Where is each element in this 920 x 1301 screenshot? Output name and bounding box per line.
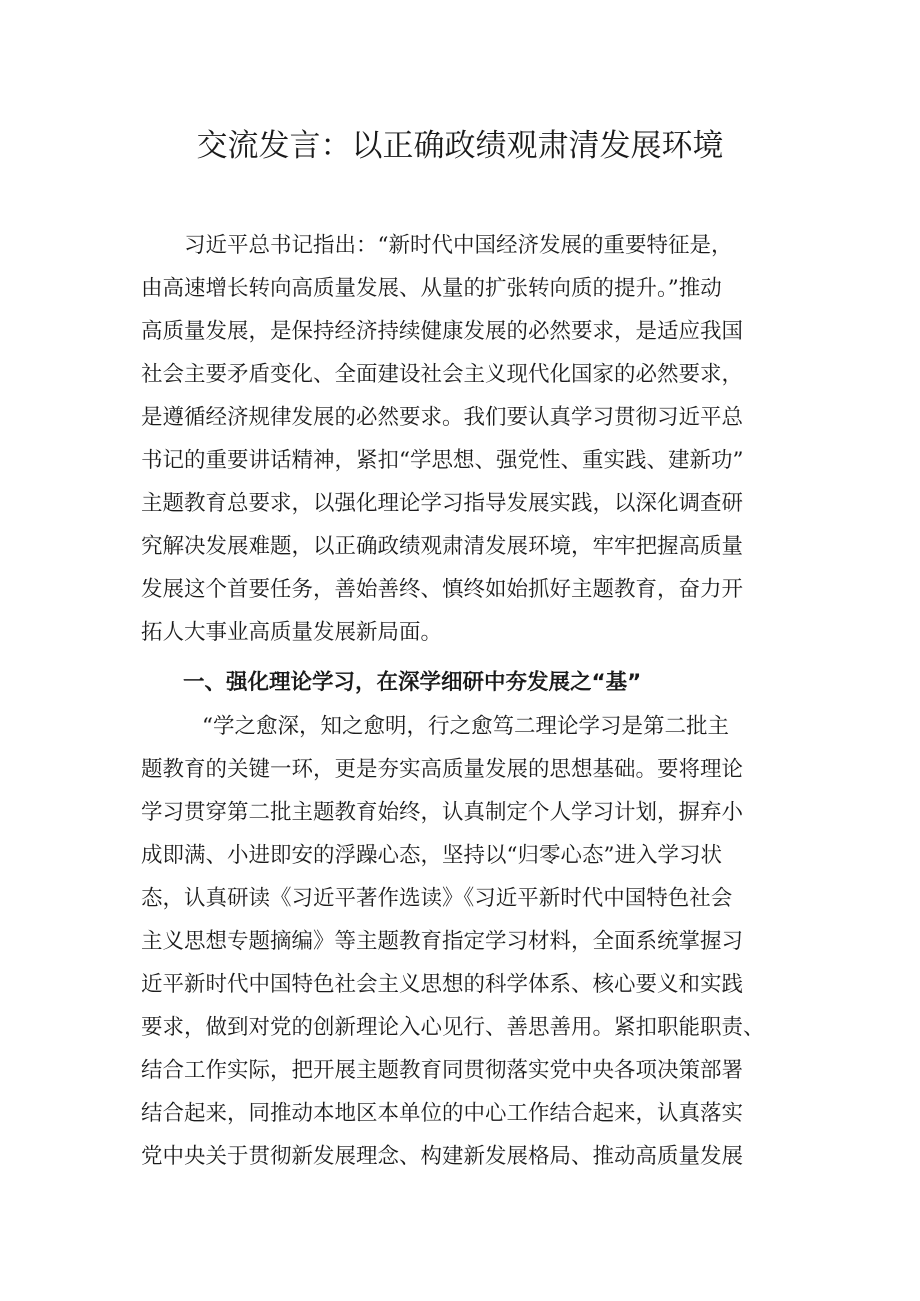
paragraph-line: 主义思想专题摘编》等主题教育指定学习材料，全面系统掌握习: [141, 929, 744, 954]
paragraph-line: 结合工作实际，把开展主题教育同贯彻落实党中央各项决策部署: [141, 1058, 744, 1083]
paragraph-line: 主题教育总要求，以强化理论学习指导发展实践，以深化调查研: [141, 491, 744, 516]
paragraph-section-1: [141, 705, 783, 1178]
paragraph-line: 社会主要矛盾变化、全面建设社会主义现代化国家的必然要求，: [141, 362, 744, 387]
paragraph-line: 发展这个首要任务，善始善终、慎终如始抓好主题教育，奋力开: [141, 577, 744, 602]
paragraph-line: 党中央关于贯彻新发展理念、构建新发展格局、推动高质量发展: [141, 1144, 744, 1169]
paragraph-line: 题教育的关键一环，更是夯实高质量发展的思想基础。要将理论: [141, 757, 744, 782]
paragraph-line: 由高速增长转向高质量发展、从量的扩张转向质的提升。”推动: [141, 276, 722, 301]
section-heading-1: 一、强化理论学习，在深学细研中夯发展之“基”: [183, 670, 642, 695]
paragraph-line: 书记的重要讲话精神，紧扣“学思想、强党性、重实践、建新功”: [141, 448, 744, 473]
paragraph-line: 成即满、小进即安的浮躁心态，坚持以“归零心态”进入学习状: [141, 843, 722, 868]
paragraph-line: 近平新时代中国特色社会主义思想的科学体系、核心要义和实践: [141, 972, 744, 997]
paragraph-line: “学之愈深，知之愈明，行之愈笃二理论学习是第二批主: [202, 714, 729, 739]
paragraph-line: 是遵循经济规律发展的必然要求。我们要认真学习贯彻习近平总: [141, 405, 744, 430]
paragraph-line: 究解决发展难题，以正确政绩观肃清发展环境，牢牢把握高质量: [141, 534, 744, 559]
paragraph-line: 拓人大事业高质量发展新局面。: [141, 620, 443, 645]
paragraph-line: 结合起来，同推动本地区本单位的中心工作结合起来，认真落实: [141, 1101, 744, 1126]
paragraph-line: 要求，做到对党的创新理论入心见行、善思善用。紧扣职能职责、: [141, 1015, 765, 1040]
document-title: 交流发言：以正确政绩观肃清发展环境: [196, 128, 724, 164]
paragraph-line: 学习贯穿第二批主题教育始终，认真制定个人学习计划，摒弃小: [141, 800, 744, 825]
paragraph-line: 态，认真研读《习近平著作选读》《习近平新时代中国特色社会: [141, 886, 733, 911]
paragraph-line: 高质量发展，是保持经济持续健康发展的必然要求，是适应我国: [141, 319, 744, 344]
paragraph-line: 习近平总书记指出：“新时代中国经济发展的重要特征是，: [184, 233, 733, 258]
paragraph-intro: [141, 224, 783, 654]
